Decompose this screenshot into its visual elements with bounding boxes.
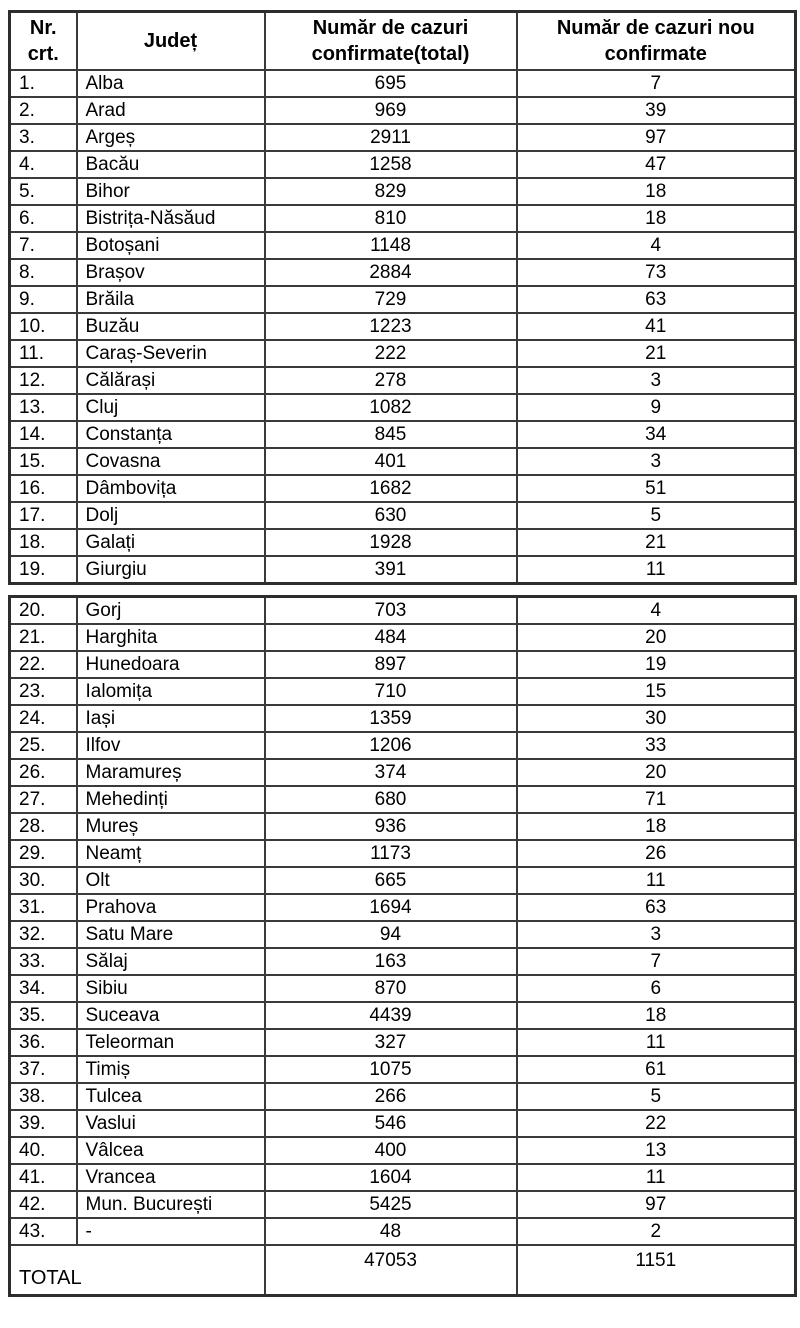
- total-cases-cell: 1604: [265, 1164, 517, 1191]
- row-number-cell: 8.: [10, 259, 77, 286]
- county-cell: Sălaj: [77, 948, 265, 975]
- total-cases-cell: 374: [265, 759, 517, 786]
- total-cases-cell: 969: [265, 97, 517, 124]
- total-cases-cell: 695: [265, 70, 517, 97]
- county-cell: Maramureș: [77, 759, 265, 786]
- table-row: [10, 840, 796, 867]
- county-cell: Suceava: [77, 1002, 265, 1029]
- row-number-cell: 32.: [10, 921, 77, 948]
- total-cases-cell: 710: [265, 678, 517, 705]
- total-cases-cell: 829: [265, 178, 517, 205]
- table-row: [10, 759, 796, 786]
- county-cell: Satu Mare: [77, 921, 265, 948]
- row-number-cell: 5.: [10, 178, 77, 205]
- row-number-cell: 35.: [10, 1002, 77, 1029]
- row-number-cell: 7.: [10, 232, 77, 259]
- table-row: [10, 205, 796, 232]
- new-cases-cell: 51: [517, 475, 796, 502]
- row-number-cell: 42.: [10, 1191, 77, 1218]
- county-cell: Dolj: [77, 502, 265, 529]
- total-cases-cell: 401: [265, 448, 517, 475]
- county-cell: Harghita: [77, 624, 265, 651]
- row-number-cell: 22.: [10, 651, 77, 678]
- cases-table-part1-body: [10, 70, 796, 584]
- table-row: [10, 556, 796, 584]
- total-cases-cell: 1223: [265, 313, 517, 340]
- new-cases-cell: 97: [517, 124, 796, 151]
- table-row: [10, 502, 796, 529]
- cases-table-header: [10, 12, 796, 71]
- total-cases-cell: 897: [265, 651, 517, 678]
- new-cases-cell: 39: [517, 97, 796, 124]
- new-cases-cell: 47: [517, 151, 796, 178]
- row-number-cell: 31.: [10, 894, 77, 921]
- new-cases-cell: 30: [517, 705, 796, 732]
- county-cell: Timiș: [77, 1056, 265, 1083]
- row-number-cell: 2.: [10, 97, 77, 124]
- row-number-cell: 10.: [10, 313, 77, 340]
- new-cases-cell: 18: [517, 813, 796, 840]
- total-cases-cell: 222: [265, 340, 517, 367]
- row-number-cell: 21.: [10, 624, 77, 651]
- header-new-cases: Număr de cazuri nou confirmate: [517, 12, 796, 71]
- county-cell: Brăila: [77, 286, 265, 313]
- new-cases-sum-cell: 1151: [517, 1245, 796, 1295]
- total-cases-cell: 546: [265, 1110, 517, 1137]
- table-row: [10, 421, 796, 448]
- county-cell: Galați: [77, 529, 265, 556]
- new-cases-cell: 19: [517, 651, 796, 678]
- row-number-cell: 4.: [10, 151, 77, 178]
- county-cell: Olt: [77, 867, 265, 894]
- table-row: [10, 529, 796, 556]
- new-cases-cell: 18: [517, 1002, 796, 1029]
- row-number-cell: 24.: [10, 705, 77, 732]
- new-cases-cell: 63: [517, 286, 796, 313]
- new-cases-cell: 18: [517, 205, 796, 232]
- county-cell: Botoșani: [77, 232, 265, 259]
- county-cell: Teleorman: [77, 1029, 265, 1056]
- total-cases-cell: 630: [265, 502, 517, 529]
- table-row: [10, 786, 796, 813]
- row-number-cell: 37.: [10, 1056, 77, 1083]
- table-row: [10, 975, 796, 1002]
- new-cases-cell: 26: [517, 840, 796, 867]
- new-cases-cell: 11: [517, 556, 796, 584]
- new-cases-cell: 97: [517, 1191, 796, 1218]
- new-cases-cell: 7: [517, 948, 796, 975]
- row-number-cell: 23.: [10, 678, 77, 705]
- row-number-cell: 29.: [10, 840, 77, 867]
- county-cell: Vrancea: [77, 1164, 265, 1191]
- county-cell: Bihor: [77, 178, 265, 205]
- row-number-cell: 30.: [10, 867, 77, 894]
- new-cases-cell: 61: [517, 1056, 796, 1083]
- header-total-cases: Număr de cazuri confirmate(total): [265, 12, 517, 71]
- total-cases-cell: 1206: [265, 732, 517, 759]
- row-number-cell: 9.: [10, 286, 77, 313]
- new-cases-cell: 3: [517, 367, 796, 394]
- county-cell: Vaslui: [77, 1110, 265, 1137]
- table-row: [10, 1164, 796, 1191]
- table-row: [10, 394, 796, 421]
- row-number-cell: 1.: [10, 70, 77, 97]
- total-cases-sum-cell: 47053: [265, 1245, 517, 1295]
- county-cell: Argeș: [77, 124, 265, 151]
- new-cases-cell: 4: [517, 232, 796, 259]
- row-number-cell: 6.: [10, 205, 77, 232]
- county-cell: Mun. București: [77, 1191, 265, 1218]
- total-cases-cell: 2911: [265, 124, 517, 151]
- county-cell: Sibiu: [77, 975, 265, 1002]
- total-cases-cell: 1148: [265, 232, 517, 259]
- new-cases-cell: 15: [517, 678, 796, 705]
- county-cell: Dâmbovița: [77, 475, 265, 502]
- row-number-cell: 34.: [10, 975, 77, 1002]
- new-cases-cell: 73: [517, 259, 796, 286]
- table-row: [10, 813, 796, 840]
- row-number-cell: 36.: [10, 1029, 77, 1056]
- total-cases-cell: 1082: [265, 394, 517, 421]
- total-cases-cell: 1928: [265, 529, 517, 556]
- header-judet: Județ: [77, 12, 265, 71]
- total-cases-cell: 936: [265, 813, 517, 840]
- new-cases-cell: 21: [517, 340, 796, 367]
- county-cell: Buzău: [77, 313, 265, 340]
- total-cases-cell: 1075: [265, 1056, 517, 1083]
- row-number-cell: 25.: [10, 732, 77, 759]
- row-number-cell: 28.: [10, 813, 77, 840]
- table-row: [10, 1110, 796, 1137]
- new-cases-cell: 2: [517, 1218, 796, 1245]
- row-number-cell: 43.: [10, 1218, 77, 1245]
- table-row: [10, 124, 796, 151]
- total-cases-cell: 400: [265, 1137, 517, 1164]
- total-cases-cell: 680: [265, 786, 517, 813]
- table-row: [10, 70, 796, 97]
- county-cell: Vâlcea: [77, 1137, 265, 1164]
- new-cases-cell: 3: [517, 448, 796, 475]
- county-cell: Constanța: [77, 421, 265, 448]
- total-cases-cell: 703: [265, 597, 517, 625]
- county-cell: Tulcea: [77, 1083, 265, 1110]
- county-cell: Covasna: [77, 448, 265, 475]
- table-row: [10, 705, 796, 732]
- new-cases-cell: 18: [517, 178, 796, 205]
- total-cases-cell: 870: [265, 975, 517, 1002]
- table-row: [10, 475, 796, 502]
- row-number-cell: 38.: [10, 1083, 77, 1110]
- row-number-cell: 13.: [10, 394, 77, 421]
- county-cell: Prahova: [77, 894, 265, 921]
- table-row: [10, 340, 796, 367]
- county-cell: Caraș-Severin: [77, 340, 265, 367]
- total-cases-cell: 48: [265, 1218, 517, 1245]
- table-row: [10, 178, 796, 205]
- county-cell: Neamț: [77, 840, 265, 867]
- total-cases-cell: 266: [265, 1083, 517, 1110]
- row-number-cell: 15.: [10, 448, 77, 475]
- total-cases-cell: 729: [265, 286, 517, 313]
- table-row: [10, 948, 796, 975]
- county-cell: Bistrița-Năsăud: [77, 205, 265, 232]
- table-row: [10, 259, 796, 286]
- new-cases-cell: 5: [517, 502, 796, 529]
- table-row: [10, 1218, 796, 1245]
- row-number-cell: 19.: [10, 556, 77, 584]
- total-cases-cell: 1258: [265, 151, 517, 178]
- table-row: [10, 1002, 796, 1029]
- county-cell: -: [77, 1218, 265, 1245]
- row-number-cell: 14.: [10, 421, 77, 448]
- county-cell: Bacău: [77, 151, 265, 178]
- new-cases-cell: 13: [517, 1137, 796, 1164]
- row-number-cell: 40.: [10, 1137, 77, 1164]
- county-cell: Ilfov: [77, 732, 265, 759]
- new-cases-cell: 11: [517, 867, 796, 894]
- table-row: [10, 651, 796, 678]
- table-row: [10, 448, 796, 475]
- new-cases-cell: 63: [517, 894, 796, 921]
- county-cell: Arad: [77, 97, 265, 124]
- new-cases-cell: 41: [517, 313, 796, 340]
- county-cell: Călărași: [77, 367, 265, 394]
- cases-table-part1: [8, 10, 797, 585]
- new-cases-cell: 11: [517, 1029, 796, 1056]
- county-cell: Mehedinți: [77, 786, 265, 813]
- new-cases-cell: 33: [517, 732, 796, 759]
- total-cases-cell: 278: [265, 367, 517, 394]
- table-row: [10, 732, 796, 759]
- row-number-cell: 27.: [10, 786, 77, 813]
- table-row: [10, 1056, 796, 1083]
- table-row: [10, 286, 796, 313]
- county-cell: Iași: [77, 705, 265, 732]
- new-cases-cell: 21: [517, 529, 796, 556]
- county-cell: Brașov: [77, 259, 265, 286]
- row-number-cell: 17.: [10, 502, 77, 529]
- table-row: [10, 1029, 796, 1056]
- row-number-cell: 11.: [10, 340, 77, 367]
- county-cell: Ialomița: [77, 678, 265, 705]
- table-row: [10, 1191, 796, 1218]
- table-row: [10, 624, 796, 651]
- new-cases-cell: 11: [517, 1164, 796, 1191]
- row-number-cell: 16.: [10, 475, 77, 502]
- total-label-cell: TOTAL: [10, 1245, 265, 1295]
- table-row: [10, 921, 796, 948]
- total-cases-cell: 94: [265, 921, 517, 948]
- table-row: [10, 1137, 796, 1164]
- total-cases-cell: 163: [265, 948, 517, 975]
- county-cell: Mureș: [77, 813, 265, 840]
- new-cases-cell: 7: [517, 70, 796, 97]
- total-cases-cell: 5425: [265, 1191, 517, 1218]
- row-number-cell: 41.: [10, 1164, 77, 1191]
- new-cases-cell: 4: [517, 597, 796, 625]
- table-row: [10, 367, 796, 394]
- row-number-cell: 18.: [10, 529, 77, 556]
- new-cases-cell: 20: [517, 624, 796, 651]
- table-row: [10, 678, 796, 705]
- cases-table-total-body: [10, 1245, 796, 1295]
- new-cases-cell: 5: [517, 1083, 796, 1110]
- total-cases-cell: 4439: [265, 1002, 517, 1029]
- table-row: [10, 894, 796, 921]
- total-row: [10, 1245, 796, 1295]
- new-cases-cell: 20: [517, 759, 796, 786]
- total-cases-cell: 665: [265, 867, 517, 894]
- new-cases-cell: 71: [517, 786, 796, 813]
- new-cases-cell: 9: [517, 394, 796, 421]
- cases-table-part2: [8, 595, 797, 1297]
- table-row: [10, 313, 796, 340]
- row-number-cell: 20.: [10, 597, 77, 625]
- total-cases-cell: 845: [265, 421, 517, 448]
- new-cases-cell: 22: [517, 1110, 796, 1137]
- table-row: [10, 1083, 796, 1110]
- cases-table-part2-body: [10, 597, 796, 1246]
- table-row: [10, 597, 796, 625]
- total-cases-cell: 1173: [265, 840, 517, 867]
- new-cases-cell: 3: [517, 921, 796, 948]
- total-cases-cell: 1359: [265, 705, 517, 732]
- row-number-cell: 26.: [10, 759, 77, 786]
- total-cases-cell: 810: [265, 205, 517, 232]
- row-number-cell: 33.: [10, 948, 77, 975]
- total-cases-cell: 327: [265, 1029, 517, 1056]
- table-row: [10, 232, 796, 259]
- header-row: [10, 12, 796, 71]
- row-number-cell: 39.: [10, 1110, 77, 1137]
- county-cell: Gorj: [77, 597, 265, 625]
- total-cases-cell: 1682: [265, 475, 517, 502]
- row-number-cell: 12.: [10, 367, 77, 394]
- total-cases-cell: 484: [265, 624, 517, 651]
- county-cell: Giurgiu: [77, 556, 265, 584]
- header-nr-crt: Nr. crt.: [10, 12, 77, 71]
- table-row: [10, 97, 796, 124]
- total-cases-cell: 391: [265, 556, 517, 584]
- total-cases-cell: 1694: [265, 894, 517, 921]
- table-row: [10, 867, 796, 894]
- table-row: [10, 151, 796, 178]
- new-cases-cell: 34: [517, 421, 796, 448]
- new-cases-cell: 6: [517, 975, 796, 1002]
- total-cases-cell: 2884: [265, 259, 517, 286]
- county-cell: Hunedoara: [77, 651, 265, 678]
- row-number-cell: 3.: [10, 124, 77, 151]
- county-cell: Alba: [77, 70, 265, 97]
- county-cell: Cluj: [77, 394, 265, 421]
